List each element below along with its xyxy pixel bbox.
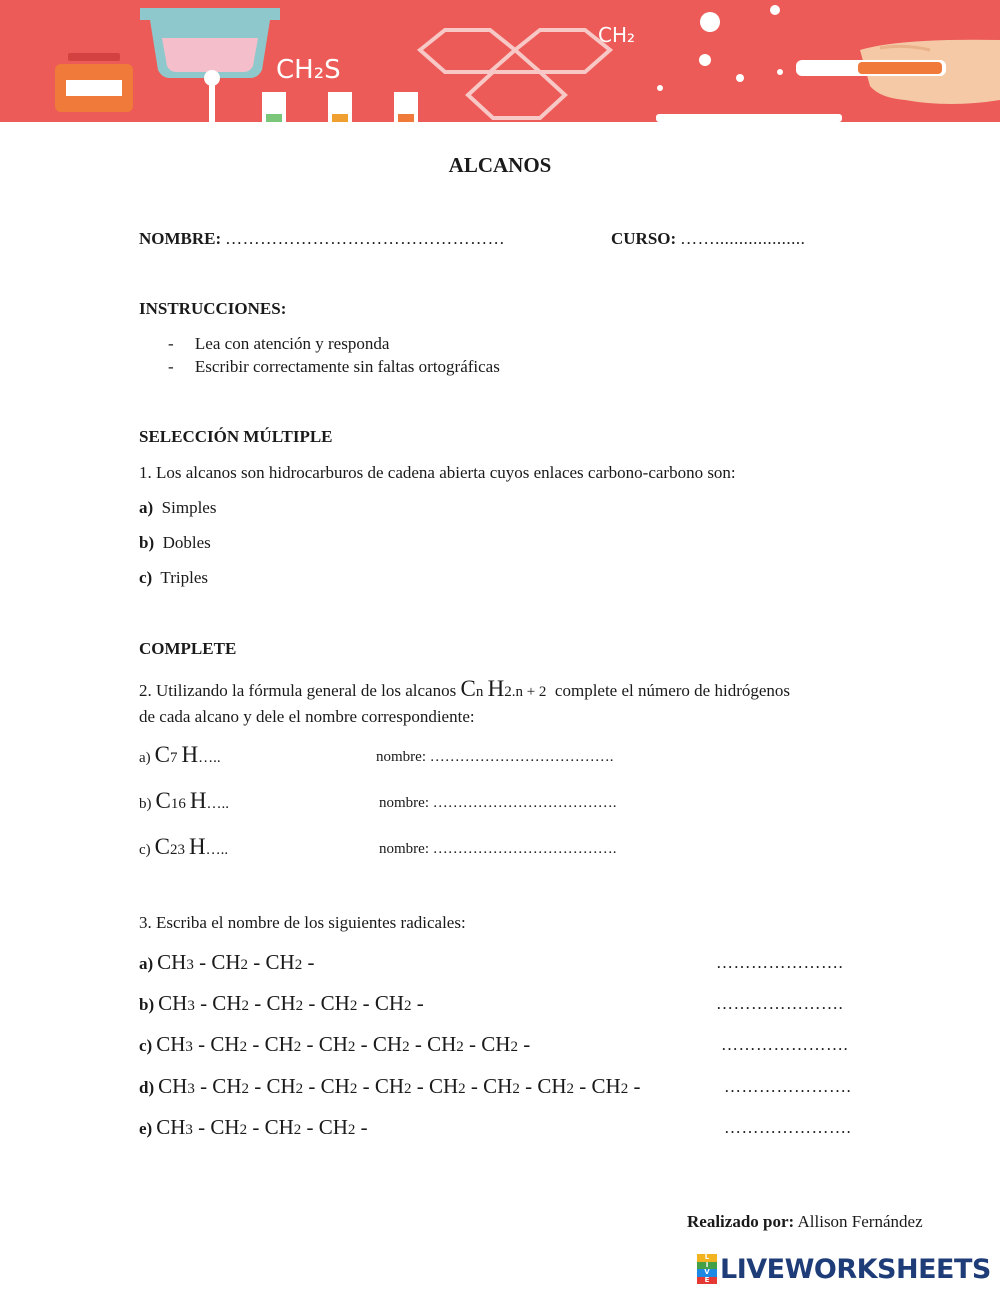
option-c[interactable]: c) Triples <box>139 568 208 587</box>
formula-ch2s: CH₂S <box>276 55 341 85</box>
course-blank[interactable]: ……................... <box>680 229 806 248</box>
radical-formula: CH3 - CH2 - CH2 - <box>157 950 315 974</box>
instruction-item: - Escribir correctamente sin faltas ortográficas <box>168 357 500 376</box>
header-banner <box>0 0 1000 122</box>
name-blank[interactable]: ………………………………………… <box>225 229 506 248</box>
hydrogen-blank[interactable]: ….. <box>206 796 229 812</box>
radical-answer-blank[interactable]: …………………. <box>724 1118 852 1137</box>
stand-rod <box>209 84 215 122</box>
brand-name: LIVEWORKSHEETS <box>720 1253 991 1285</box>
radical-item: d) CH3 - CH2 - CH2 - CH2 - CH2 - CH2 - CH2 - CH2 - CH2 - <box>139 1074 641 1098</box>
question-3: 3. Escriba el nombre de los siguientes radicales: <box>139 913 466 932</box>
radical-item: a) CH3 - CH2 - CH2 - <box>139 950 315 974</box>
radical-formula: CH3 - CH2 - CH2 - CH2 - <box>156 1115 368 1139</box>
hexagon-molecule-icon <box>420 30 610 118</box>
radical-item: e) CH3 - CH2 - CH2 - CH2 - <box>139 1115 368 1139</box>
beaker-liquid <box>162 38 258 72</box>
instructions-heading: INSTRUCCIONES: <box>139 299 287 318</box>
test-tubes-icon <box>262 92 418 122</box>
name-answer-blank[interactable]: ………………………………. <box>429 749 614 765</box>
hand-with-test-tube-icon <box>796 40 1000 104</box>
question-2-line-1: 2. Utilizando la fórmula general de los alcanos Cn H2.n + 2 complete el número de hidrógenos <box>139 676 791 701</box>
radical-item: b) CH3 - CH2 - CH2 - CH2 - CH2 - <box>139 991 424 1015</box>
bubbles-icon <box>657 5 783 91</box>
alkane-item-a: a) C7 H….. <box>139 742 221 767</box>
question-1: 1. Los alcanos son hidrocarburos de cadena abierta cuyos enlaces carbono-carbono son: <box>139 463 736 482</box>
name-answer-blank[interactable]: ………………………………. <box>432 841 617 857</box>
alkane-item-b: b) C16 H….. <box>139 788 229 813</box>
alkane-name-c: nombre: ………………………………. <box>379 841 617 857</box>
petri-dish-icon <box>656 114 842 122</box>
radical-answer-blank[interactable]: …………………. <box>721 1035 849 1054</box>
instruction-item: - Lea con atención y responda <box>168 334 390 353</box>
radical-formula: CH3 - CH2 - CH2 - CH2 - CH2 - CH2 - CH2 - CH2 - CH2 - <box>158 1074 641 1098</box>
complete-heading: COMPLETE <box>139 639 237 658</box>
beaker-rim <box>140 8 280 20</box>
multiple-choice-heading: SELECCIÓN MÚLTIPLE <box>139 427 333 446</box>
radical-item: c) CH3 - CH2 - CH2 - CH2 - CH2 - CH2 - CH2 - <box>139 1032 531 1056</box>
radical-formula: CH3 - CH2 - CH2 - CH2 - CH2 - CH2 - CH2 - <box>156 1032 531 1056</box>
stand-joint <box>204 70 220 86</box>
name-label: NOMBRE: <box>139 229 222 248</box>
alkane-item-c: c) C23 H….. <box>139 834 229 859</box>
radical-formula: CH3 - CH2 - CH2 - CH2 - CH2 - <box>158 991 424 1015</box>
name-answer-blank[interactable]: ………………………………. <box>432 795 617 811</box>
course-row <box>611 229 805 249</box>
hydrogen-blank[interactable]: ….. <box>205 842 229 858</box>
alkane-name-a: nombre: ………………………………. <box>376 749 614 765</box>
course-label: CURSO: <box>611 229 677 248</box>
alkane-name-b: nombre: ………………………………. <box>379 795 617 811</box>
chemistry-illustration <box>0 0 1000 122</box>
radical-answer-blank[interactable]: …………………. <box>716 994 844 1013</box>
jar-lid <box>68 53 120 61</box>
author-credit: Realizado por: Allison Fernández <box>687 1212 923 1231</box>
option-a[interactable]: a) Simples <box>139 498 217 517</box>
radical-answer-blank[interactable]: …………………. <box>716 953 844 972</box>
formula-ch2: CH₂ <box>598 23 636 47</box>
liveworksheets-logo <box>697 1254 991 1284</box>
page-title: ALCANOS <box>448 153 552 177</box>
option-b[interactable]: b) Dobles <box>139 533 211 552</box>
hydrogen-blank[interactable]: ….. <box>198 750 221 766</box>
radical-answer-blank[interactable]: …………………. <box>724 1077 852 1096</box>
name-row <box>139 229 505 249</box>
question-2-line-2: de cada alcano y dele el nombre correspondiente: <box>139 707 475 726</box>
live-badge-icon: L I V E <box>697 1254 717 1284</box>
jar-label <box>66 80 122 96</box>
